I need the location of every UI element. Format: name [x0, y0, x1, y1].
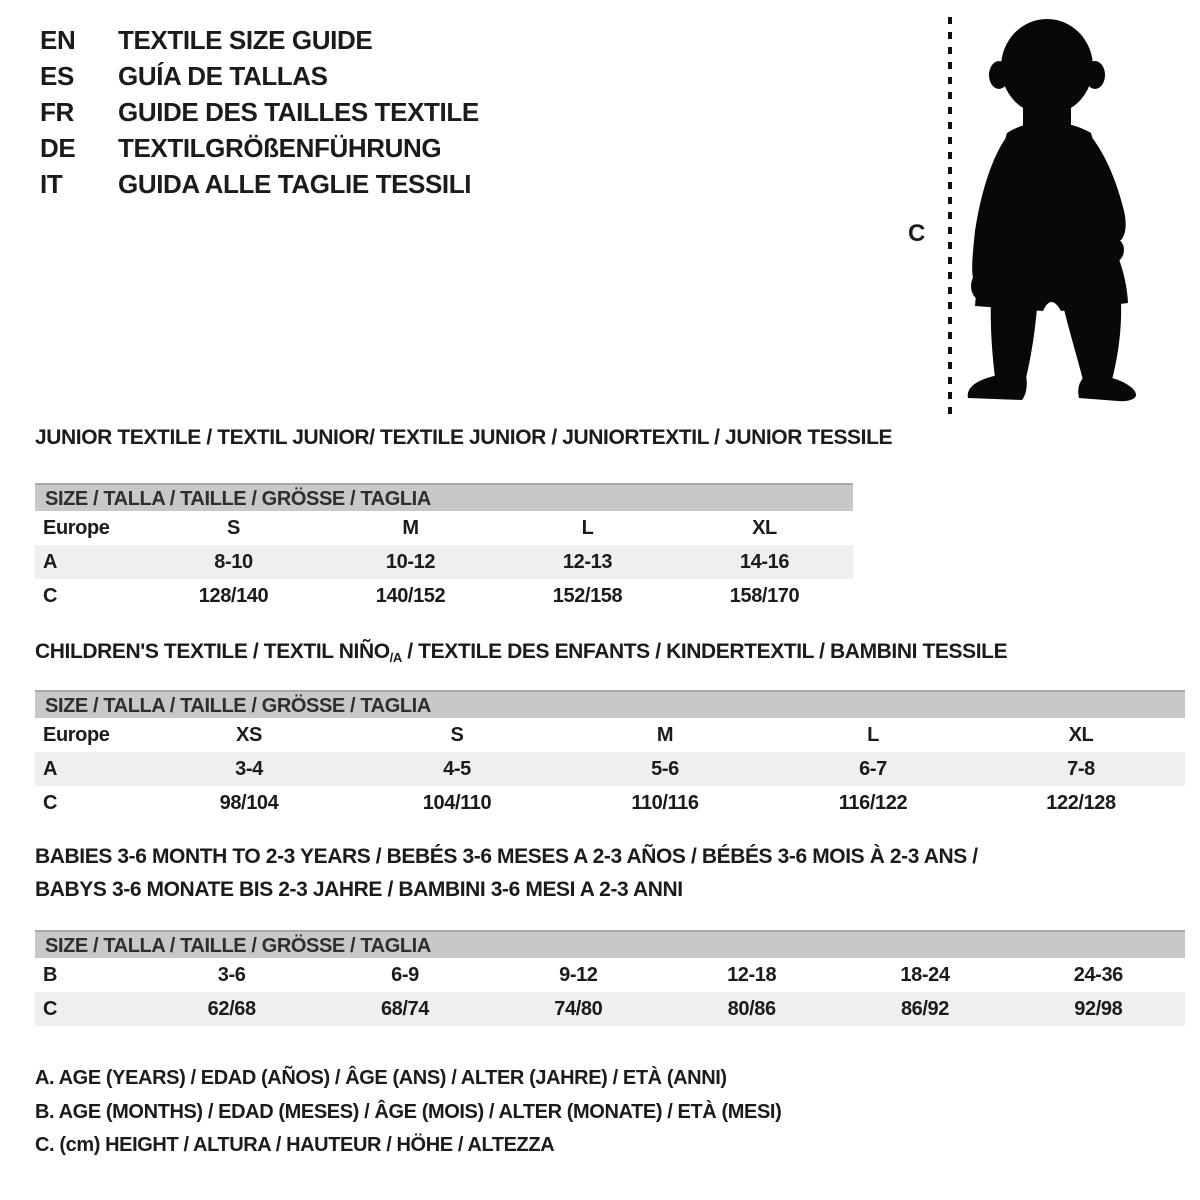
- table-row: [35, 752, 1185, 786]
- babies-title-line2: BABYS 3-6 MONATE BIS 2-3 JAHRE / BAMBINI 3-6 MESI A 2-3 ANNI: [35, 878, 683, 901]
- table-body: [35, 958, 1185, 1026]
- table-cell: XS: [236, 723, 262, 746]
- language-row: [40, 130, 479, 166]
- language-title: TEXTILE SIZE GUIDE: [118, 24, 373, 55]
- size-table-header: SIZE / TALLA / TAILLE / GRÖSSE / TAGLIA: [35, 690, 1185, 718]
- table-cell: 128/140: [198, 584, 269, 607]
- children-section-title: [35, 640, 1007, 670]
- legend-line-a: A. AGE (YEARS) / EDAD (AÑOS) / ÂGE (ANS) / ALTER (JAHRE) / ETÀ (ANNI): [35, 1067, 727, 1089]
- row-label: C: [43, 584, 58, 607]
- table-cell: 92/98: [1074, 997, 1123, 1020]
- table-cell: 6-7: [859, 757, 887, 780]
- language-code: IT: [40, 168, 63, 199]
- row-label: A: [43, 757, 58, 780]
- table-row: [35, 958, 1185, 992]
- table-cell: 158/170: [729, 584, 800, 607]
- table-cell: 116/122: [838, 791, 908, 814]
- table-cell: S: [450, 723, 464, 746]
- language-title: GUÍA DE TALLAS: [118, 60, 328, 91]
- children-title-pre: CHILDREN'S TEXTILE / TEXTIL NIÑO: [35, 640, 390, 663]
- table-cell: 3-6: [217, 963, 246, 986]
- height-figure: [895, 5, 1195, 435]
- table-row: [35, 511, 853, 545]
- junior-size-table: [35, 483, 853, 613]
- babies-size-table: [35, 930, 1185, 1026]
- table-cell: L: [581, 516, 594, 539]
- table-cell: L: [867, 723, 879, 746]
- table-cell: 12-13: [562, 550, 613, 573]
- table-row: [35, 579, 853, 613]
- table-cell: 24-36: [1073, 963, 1123, 986]
- children-title-post: / TEXTILE DES ENFANTS / KINDERTEXTIL / BAMBINI TESSILE: [401, 640, 1008, 663]
- language-code: DE: [40, 132, 76, 163]
- language-title: TEXTILGRÖßENFÜHRUNG: [118, 132, 442, 163]
- table-cell: 18-24: [900, 963, 950, 986]
- table-cell: 3-4: [235, 757, 263, 780]
- babies-section-title: [35, 845, 978, 902]
- table-cell: 104/110: [422, 791, 492, 814]
- language-title: GUIDA ALLE TAGLIE TESSILI: [118, 168, 472, 199]
- table-cell: 98/104: [219, 791, 279, 814]
- table-cell: 7-8: [1067, 757, 1095, 780]
- row-label: B: [43, 963, 58, 986]
- legend-line-c: C. (cm) HEIGHT / ALTURA / HAUTEUR / HÖHE / ALTEZZA: [35, 1134, 555, 1156]
- language-row: [40, 22, 479, 58]
- table-cell: 68/74: [380, 997, 430, 1020]
- table-cell: 12-18: [727, 963, 777, 986]
- language-list: [40, 22, 479, 202]
- table-cell: 5-6: [651, 757, 679, 780]
- table-cell: M: [656, 723, 674, 746]
- table-row: [35, 786, 1185, 820]
- table-cell: 14-16: [739, 550, 790, 573]
- row-label: Europe: [43, 723, 110, 746]
- table-cell: S: [227, 516, 240, 539]
- table-cell: XL: [1068, 723, 1094, 746]
- language-code: EN: [40, 24, 76, 55]
- table-cell: M: [402, 516, 419, 539]
- table-cell: 140/152: [375, 584, 446, 607]
- table-row: [35, 545, 853, 579]
- table-cell: 110/116: [631, 791, 699, 814]
- legend-line-b: B. AGE (MONTHS) / EDAD (MESES) / ÂGE (MOIS) / ALTER (MONATE) / ETÀ (MESI): [35, 1100, 782, 1123]
- size-table-header: SIZE / TALLA / TAILLE / GRÖSSE / TAGLIA: [35, 483, 853, 511]
- table-cell: 122/128: [1046, 791, 1116, 814]
- table-cell: 8-10: [214, 550, 253, 573]
- table-cell: 62/68: [207, 997, 256, 1020]
- table-cell: 4-5: [443, 757, 471, 780]
- toddler-silhouette-icon: [968, 19, 1136, 401]
- children-title-subscript: /A: [389, 650, 402, 665]
- row-label: C: [43, 997, 58, 1020]
- table-body: [35, 511, 853, 613]
- language-title: GUIDE DES TAILLES TEXTILE: [118, 96, 479, 127]
- table-row: [35, 718, 1185, 752]
- table-cell: 10-12: [385, 550, 436, 573]
- table-cell: XL: [752, 516, 777, 539]
- children-size-table: [35, 690, 1185, 820]
- table-cell: 9-12: [559, 963, 598, 986]
- language-row: [40, 94, 479, 130]
- language-code: FR: [40, 96, 74, 127]
- size-table-header: SIZE / TALLA / TAILLE / GRÖSSE / TAGLIA: [35, 930, 1185, 958]
- language-row: [40, 58, 479, 94]
- row-label: A: [43, 550, 58, 573]
- table-cell: 74/80: [554, 997, 603, 1020]
- row-label: C: [43, 791, 58, 814]
- legend: [35, 1062, 781, 1163]
- table-cell: 6-9: [391, 963, 419, 986]
- junior-section-title: JUNIOR TEXTILE / TEXTIL JUNIOR/ TEXTILE JUNIOR / JUNIORTEXTIL / JUNIOR TESSILE: [35, 426, 893, 449]
- table-body: [35, 718, 1185, 820]
- table-cell: 86/92: [900, 997, 950, 1020]
- babies-title-line1: BABIES 3-6 MONTH TO 2-3 YEARS / BEBÉS 3-6 MESES A 2-3 AÑOS / BÉBÉS 3-6 MOIS À 2-3 ANS /: [35, 845, 978, 868]
- table-row: [35, 992, 1185, 1026]
- language-code: ES: [40, 60, 74, 91]
- language-row: [40, 166, 479, 202]
- row-label: Europe: [43, 516, 110, 539]
- figure-height-label: C: [908, 220, 925, 247]
- table-cell: 80/86: [727, 997, 776, 1020]
- table-cell: 152/158: [552, 584, 623, 607]
